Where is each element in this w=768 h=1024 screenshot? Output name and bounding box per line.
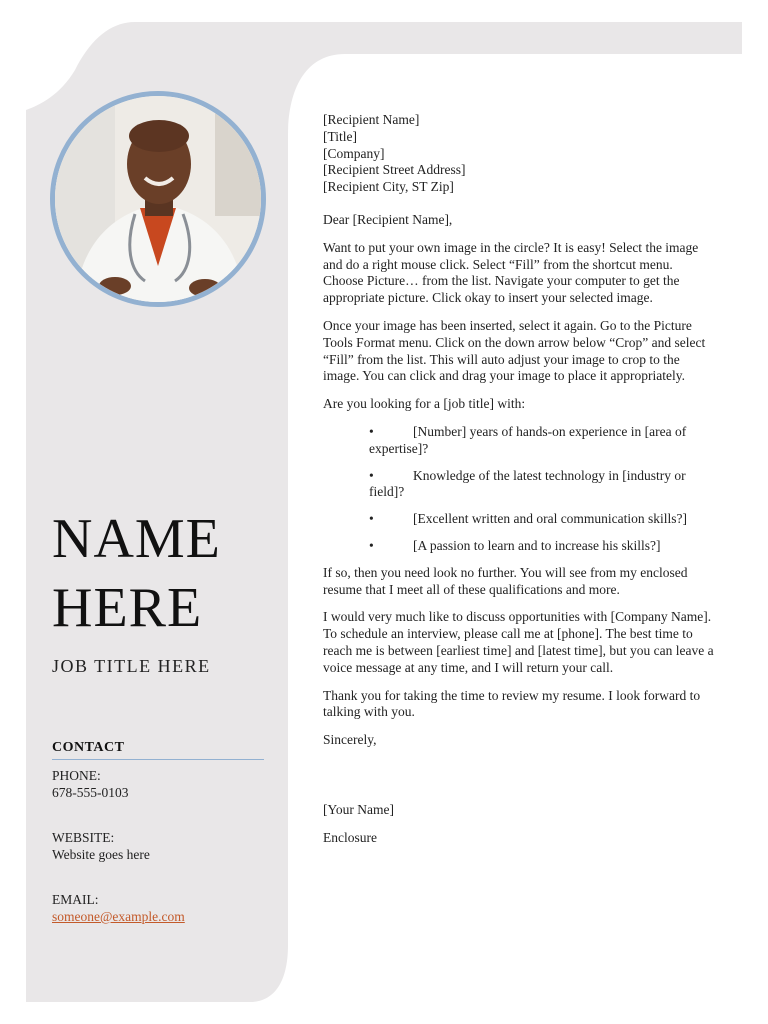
paragraph-5: I would very much like to discuss opportunities with [Company Name]. To schedule an interview, please call me at [phone]. The best time to reach me is between [earliest time] and [latest time], but you can leave a voice message at any time, and I will return your call. [323,609,714,675]
salutation: Dear [Recipient Name], [323,211,453,227]
paragraph-2: Once your image has been inserted, select it again. Go to the Picture Tools Format menu. Click on the down arrow below “Crop” and select “Fill” from the list. This will auto adjust your image to crop to the image. You can click and drag your image to place it appropriately. [323,317,706,384]
closing: Sincerely, [323,732,377,748]
paragraph-1: Want to put your own image in the circle? It is easy! Select the image and do a right mouse click. Select “Fill” from the shortcut menu. Choose Picture… from the list. Navigate your computer to get the appropriate picture. Click okay to insert your selected image. [323,239,699,306]
job-title: JOB TITLE HERE [52,656,211,676]
contact-divider [52,759,264,760]
recipient-name: [Recipient Name] [323,112,420,127]
phone-value: 678-555-0103 [52,785,129,800]
enclosure: Enclosure [323,829,377,845]
email-label: EMAIL: [52,892,99,907]
bullet-icon: • [369,423,374,439]
email-link[interactable]: someone@example.com [52,909,185,924]
list-item [323,468,715,502]
profile-photo [50,91,266,307]
list-item [323,538,715,555]
paragraph-3: Are you looking for a [job title] with: [323,396,526,412]
recipient-company: [Company] [323,145,385,161]
list-item [323,511,715,528]
email-value [52,909,185,925]
bullet-icon: • [369,537,374,553]
signature-space [323,760,715,802]
bullet-text: Knowledge of the latest technology in [industry or field]? [369,467,686,500]
name-line-1: NAME [52,508,221,570]
recipient-title: [Title] [323,128,358,144]
paragraph-4: If so, then you need look no further. You will see from my enclosed resume that I meet all of these qualifications and more. [323,564,688,597]
list-item [323,424,715,458]
bullet-icon: • [369,511,374,527]
bullet-text: [Excellent written and oral communication skills?] [413,511,688,527]
name-line-2: HERE [52,577,203,639]
bullet-text: [Number] years of hands-on experience in [area of expertise]? [369,423,687,456]
your-name: [Your Name] [323,801,394,817]
cover-letter-body [323,112,715,858]
recipient-city: [Recipient City, ST Zip] [323,179,454,195]
paragraph-6: Thank you for taking the time to review my resume. I look forward to talking with you. [323,687,701,720]
contact-heading: CONTACT [52,740,125,755]
bullet-icon: • [369,467,374,483]
website-value: Website goes here [52,847,150,862]
website-label: WEBSITE: [52,830,115,845]
recipient-address [323,112,715,196]
candidate-name [52,505,221,643]
qualifications-list [323,424,715,555]
bullet-text: [A passion to learn and to increase his skills?] [413,537,661,553]
phone-label: PHONE: [52,768,101,783]
recipient-street: [Recipient Street Address] [323,162,466,178]
